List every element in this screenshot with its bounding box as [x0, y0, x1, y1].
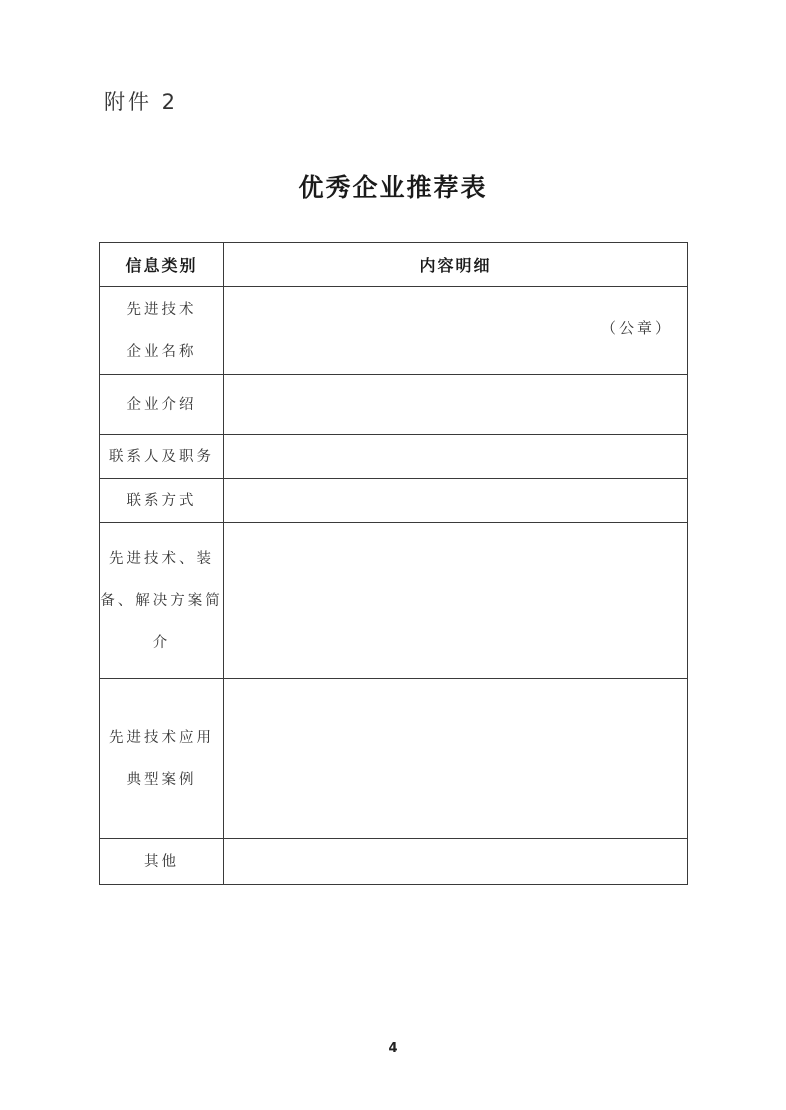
table-header-row — [100, 243, 688, 287]
table-row-contact-person — [100, 435, 688, 479]
row-label-contact-person — [100, 435, 224, 479]
table-row-other — [100, 839, 688, 885]
row-label-line: 其他 — [144, 853, 179, 870]
detail-cell-contact-person[interactable] — [224, 435, 688, 479]
form-title: 优秀企业推荐表 — [298, 173, 488, 202]
row-label-line: 典型案例 — [126, 771, 197, 788]
detail-cell-other[interactable] — [224, 839, 688, 885]
column-header-detail: 内容明细 — [224, 243, 688, 287]
row-label-line: 先进技术 — [126, 301, 197, 318]
row-label-contact-info — [100, 479, 224, 523]
table-row-company-name — [100, 287, 688, 375]
detail-cell-application-cases[interactable] — [224, 679, 688, 839]
attachment-label: 附件 2 — [104, 90, 179, 114]
row-label-company-intro — [100, 375, 224, 435]
row-label-line: 联系人及职务 — [109, 448, 214, 465]
page-number: 4 — [388, 1041, 398, 1056]
detail-cell-tech-summary[interactable] — [224, 523, 688, 679]
table-row-tech-summary — [100, 523, 688, 679]
row-label-line: 先进技术应用 — [109, 729, 214, 746]
detail-cell-company-name[interactable] — [224, 287, 688, 375]
row-label-tech-summary — [100, 523, 224, 679]
row-label-application-cases — [100, 679, 224, 839]
detail-cell-contact-info[interactable] — [224, 479, 688, 523]
detail-cell-company-intro[interactable] — [224, 375, 688, 435]
column-header-category: 信息类别 — [100, 243, 224, 287]
row-label-line: 介 — [152, 634, 171, 651]
row-label-line: 企业名称 — [126, 343, 197, 360]
row-label-line: 备、解决方案简 — [100, 592, 223, 609]
row-label-company-name — [100, 287, 224, 375]
official-seal-note: （公章） — [600, 319, 673, 337]
row-label-line: 企业介绍 — [126, 396, 197, 413]
row-label-line: 联系方式 — [126, 492, 197, 509]
recommendation-form-table — [99, 242, 688, 885]
table-row-application-cases — [100, 679, 688, 839]
table-row-contact-info — [100, 479, 688, 523]
row-label-line: 先进技术、装 — [109, 550, 214, 567]
row-label-other — [100, 839, 224, 885]
table-row-company-intro — [100, 375, 688, 435]
